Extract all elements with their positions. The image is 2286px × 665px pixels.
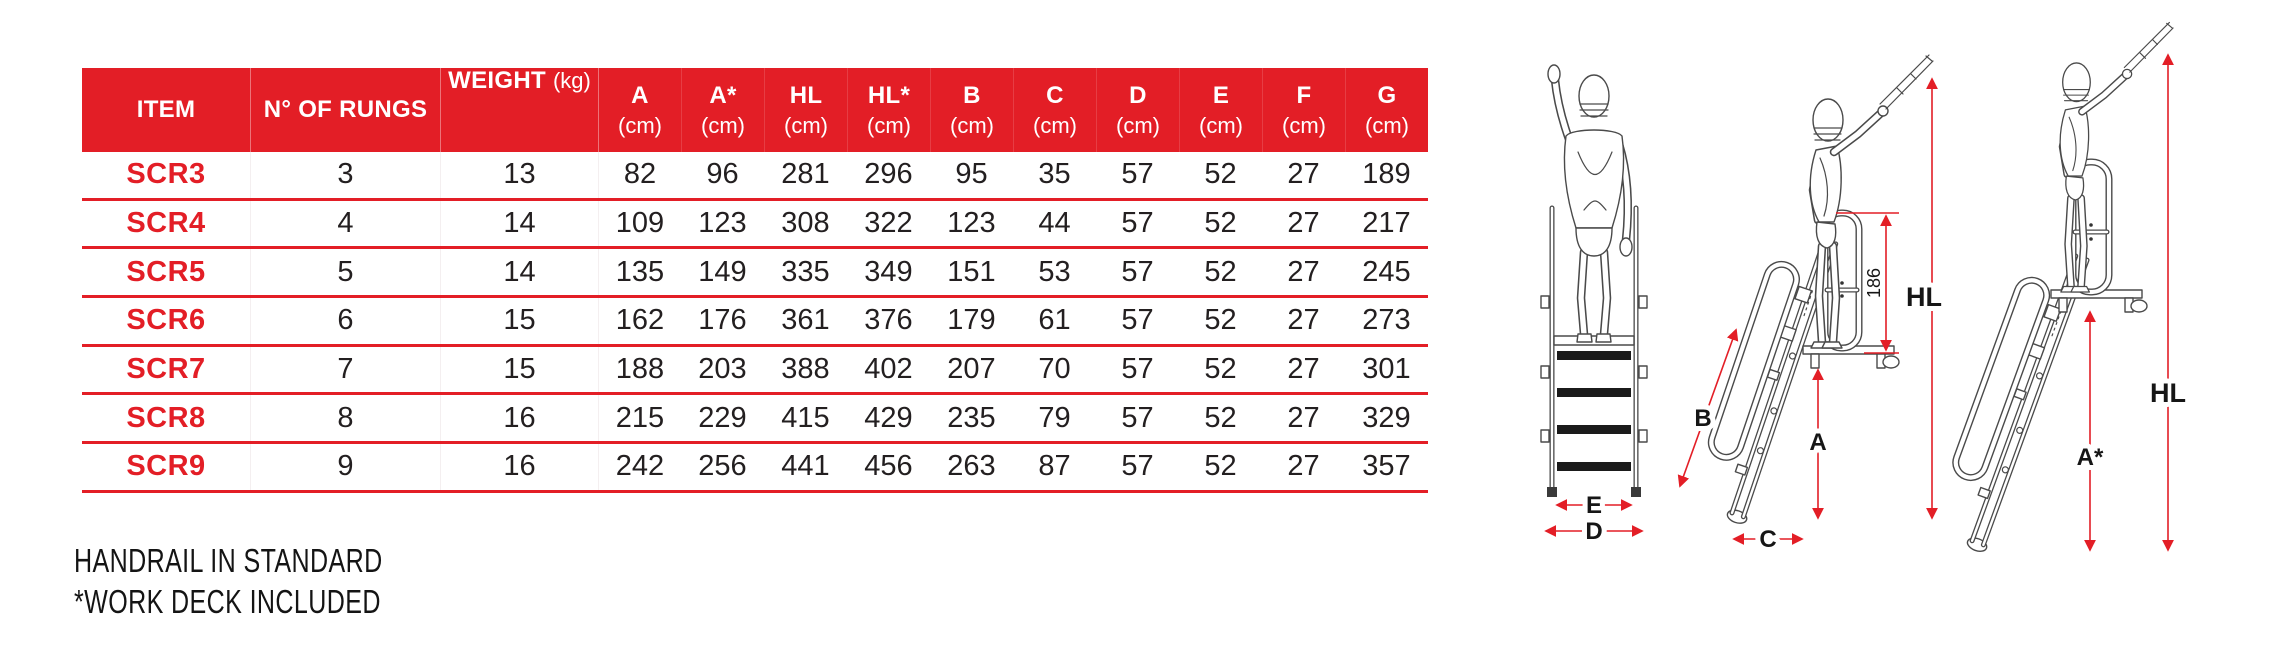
value-cell: 87 — [1038, 450, 1071, 483]
value-cell: 349 — [864, 255, 913, 288]
ladder-technical-drawing — [1500, 0, 2286, 665]
value-cell: 14 — [440, 249, 598, 295]
column-header-label: A* — [709, 82, 737, 110]
value-cell: 27 — [1287, 450, 1320, 483]
column-header-a-star — [681, 68, 764, 152]
value-cell: 151 — [947, 255, 996, 288]
value-cell: 8 — [250, 395, 440, 441]
value-cell: 402 — [864, 353, 913, 386]
value-cell: 27 — [1287, 158, 1320, 191]
table-row — [82, 298, 1428, 347]
dimension-label-e: E — [1585, 492, 1603, 519]
ladder-spec-table — [82, 68, 1428, 493]
dimension-label-d: D — [1585, 518, 1603, 545]
column-header-hl-star — [847, 68, 930, 152]
value-cell: 9 — [250, 444, 440, 490]
column-header-label: B — [963, 82, 981, 110]
value-cell: 52 — [1204, 304, 1237, 337]
column-header-hl — [764, 68, 847, 152]
value-cell: 361 — [781, 304, 830, 337]
rung — [1557, 388, 1631, 397]
value-cell: 95 — [955, 158, 988, 191]
value-cell: 57 — [1121, 401, 1154, 434]
value-cell: 281 — [781, 158, 830, 191]
value-cell: 357 — [1362, 450, 1411, 483]
column-header-c — [1013, 68, 1096, 152]
column-header-weight — [440, 68, 598, 152]
note-workdeck: *WORK DECK INCLUDED — [74, 583, 381, 620]
item-cell: SCR5 — [126, 255, 206, 288]
column-header-a — [598, 68, 681, 152]
table-header-row — [82, 68, 1428, 152]
value-cell: 53 — [1038, 255, 1071, 288]
dimension-label-a-star: A* — [2076, 444, 2104, 471]
value-cell: 79 — [1038, 401, 1071, 434]
value-cell: 3 — [250, 152, 440, 198]
mannequin-front — [1548, 65, 1632, 342]
item-cell: SCR7 — [126, 353, 206, 386]
column-header-unit: (kg) — [552, 68, 591, 93]
value-cell: 52 — [1204, 255, 1237, 288]
value-cell: 429 — [864, 401, 913, 434]
note-handrail: HANDRAIL IN STANDARD — [74, 542, 383, 579]
value-cell: 6 — [250, 298, 440, 344]
value-cell: 415 — [781, 401, 830, 434]
value-cell: 217 — [1362, 207, 1411, 240]
value-cell: 52 — [1204, 207, 1237, 240]
column-header-unit: (cm) — [701, 112, 745, 138]
column-header-label: D — [1129, 82, 1147, 110]
item-cell: SCR8 — [126, 401, 206, 434]
item-cell: SCR6 — [126, 304, 206, 337]
value-cell: 273 — [1362, 304, 1411, 337]
column-header-unit: (cm) — [1033, 112, 1077, 138]
value-cell: 16 — [440, 395, 598, 441]
value-cell: 35 — [1038, 158, 1071, 191]
value-cell: 4 — [250, 201, 440, 247]
column-header-unit: (cm) — [784, 112, 828, 138]
column-header-label: F — [1296, 82, 1312, 110]
item-cell: SCR9 — [126, 450, 206, 483]
value-cell: 57 — [1121, 353, 1154, 386]
platform — [1554, 336, 1634, 345]
column-header-label: ITEM — [136, 96, 196, 124]
dimension-label-hl: HL — [2150, 378, 2186, 408]
value-cell: 14 — [440, 201, 598, 247]
column-header-label: HL* — [867, 82, 911, 110]
value-cell: 256 — [698, 450, 747, 483]
value-cell: 5 — [250, 249, 440, 295]
dimension-label-c: C — [1759, 526, 1777, 553]
dimension-label-b: B — [1694, 405, 1712, 432]
ladder-foot — [1547, 487, 1557, 497]
mannequin-side — [2060, 22, 2173, 292]
column-header-label: E — [1212, 82, 1230, 110]
value-cell: 335 — [781, 255, 830, 288]
value-cell: 27 — [1287, 255, 1320, 288]
dimension-label-rail-height: 186 — [1864, 267, 1884, 299]
table-row — [82, 444, 1428, 493]
rung — [1557, 351, 1631, 360]
value-cell: 57 — [1121, 255, 1154, 288]
value-cell: 207 — [947, 353, 996, 386]
ladder-foot — [1631, 487, 1641, 497]
value-cell: 135 — [598, 249, 681, 295]
value-cell: 322 — [864, 207, 913, 240]
value-cell: 52 — [1204, 353, 1237, 386]
value-cell: 296 — [864, 158, 913, 191]
column-header-label: A — [631, 82, 649, 110]
value-cell: 456 — [864, 450, 913, 483]
value-cell: 27 — [1287, 401, 1320, 434]
column-header-e — [1179, 68, 1262, 152]
column-header-unit: (cm) — [1116, 112, 1160, 138]
column-header-b — [930, 68, 1013, 152]
side-view-standard-drawing — [1680, 55, 1942, 553]
value-cell: 188 — [598, 347, 681, 393]
value-cell: 308 — [781, 207, 830, 240]
value-cell: 57 — [1121, 450, 1154, 483]
column-header-g — [1345, 68, 1428, 152]
value-cell: 70 — [1038, 353, 1071, 386]
value-cell: 7 — [250, 347, 440, 393]
table-row — [82, 152, 1428, 201]
footnotes — [74, 540, 480, 622]
item-cell: SCR3 — [126, 158, 206, 191]
table-row — [82, 249, 1428, 298]
value-cell: 376 — [864, 304, 913, 337]
table-row — [82, 395, 1428, 444]
column-header-label: WEIGHT — [448, 67, 546, 94]
value-cell: 16 — [440, 444, 598, 490]
rung — [1557, 462, 1631, 471]
column-header-item — [82, 68, 250, 152]
column-header-unit: (cm) — [1282, 112, 1326, 138]
value-cell: 176 — [698, 304, 747, 337]
table-row — [82, 347, 1428, 396]
column-header-rungs — [250, 68, 440, 152]
value-cell: 27 — [1287, 304, 1320, 337]
column-header-unit: (cm) — [618, 112, 662, 138]
column-header-unit: (cm) — [1199, 112, 1243, 138]
value-cell: 57 — [1121, 158, 1154, 191]
value-cell: 179 — [947, 304, 996, 337]
value-cell: 162 — [598, 298, 681, 344]
column-header-label: C — [1046, 82, 1064, 110]
table-row — [82, 201, 1428, 250]
value-cell: 27 — [1287, 207, 1320, 240]
value-cell: 388 — [781, 353, 830, 386]
column-header-unit: (cm) — [867, 112, 911, 138]
value-cell: 15 — [440, 347, 598, 393]
value-cell: 27 — [1287, 353, 1320, 386]
side-view-workdeck-drawing — [1929, 22, 2186, 553]
value-cell: 235 — [947, 401, 996, 434]
rung — [1557, 425, 1631, 434]
column-header-d — [1096, 68, 1179, 152]
value-cell: 123 — [947, 207, 996, 240]
value-cell: 52 — [1204, 401, 1237, 434]
item-cell: SCR4 — [126, 207, 206, 240]
value-cell: 52 — [1204, 158, 1237, 191]
value-cell: 57 — [1121, 207, 1154, 240]
value-cell: 215 — [598, 395, 681, 441]
value-cell: 13 — [440, 152, 598, 198]
value-cell: 96 — [706, 158, 739, 191]
value-cell: 82 — [598, 152, 681, 198]
value-cell: 242 — [598, 444, 681, 490]
value-cell: 301 — [1362, 353, 1411, 386]
front-view-drawing — [1541, 65, 1647, 545]
value-cell: 52 — [1204, 450, 1237, 483]
value-cell: 263 — [947, 450, 996, 483]
column-header-label: G — [1377, 82, 1397, 110]
column-header-unit: (cm) — [950, 112, 994, 138]
value-cell: 61 — [1038, 304, 1071, 337]
value-cell: 15 — [440, 298, 598, 344]
column-header-label: N° OF RUNGS — [263, 96, 428, 124]
value-cell: 229 — [698, 401, 747, 434]
value-cell: 245 — [1362, 255, 1411, 288]
value-cell: 189 — [1362, 158, 1411, 191]
column-header-label: HL — [789, 82, 823, 110]
dimension-label-hl: HL — [1906, 282, 1942, 312]
column-header-f — [1262, 68, 1345, 152]
value-cell: 203 — [698, 353, 747, 386]
value-cell: 57 — [1121, 304, 1154, 337]
value-cell: 441 — [781, 450, 830, 483]
value-cell: 123 — [698, 207, 747, 240]
column-header-unit: (cm) — [1365, 112, 1409, 138]
value-cell: 44 — [1038, 207, 1071, 240]
value-cell: 329 — [1362, 401, 1411, 434]
dimension-label-a: A — [1809, 429, 1827, 456]
value-cell: 149 — [698, 255, 747, 288]
value-cell: 109 — [598, 201, 681, 247]
